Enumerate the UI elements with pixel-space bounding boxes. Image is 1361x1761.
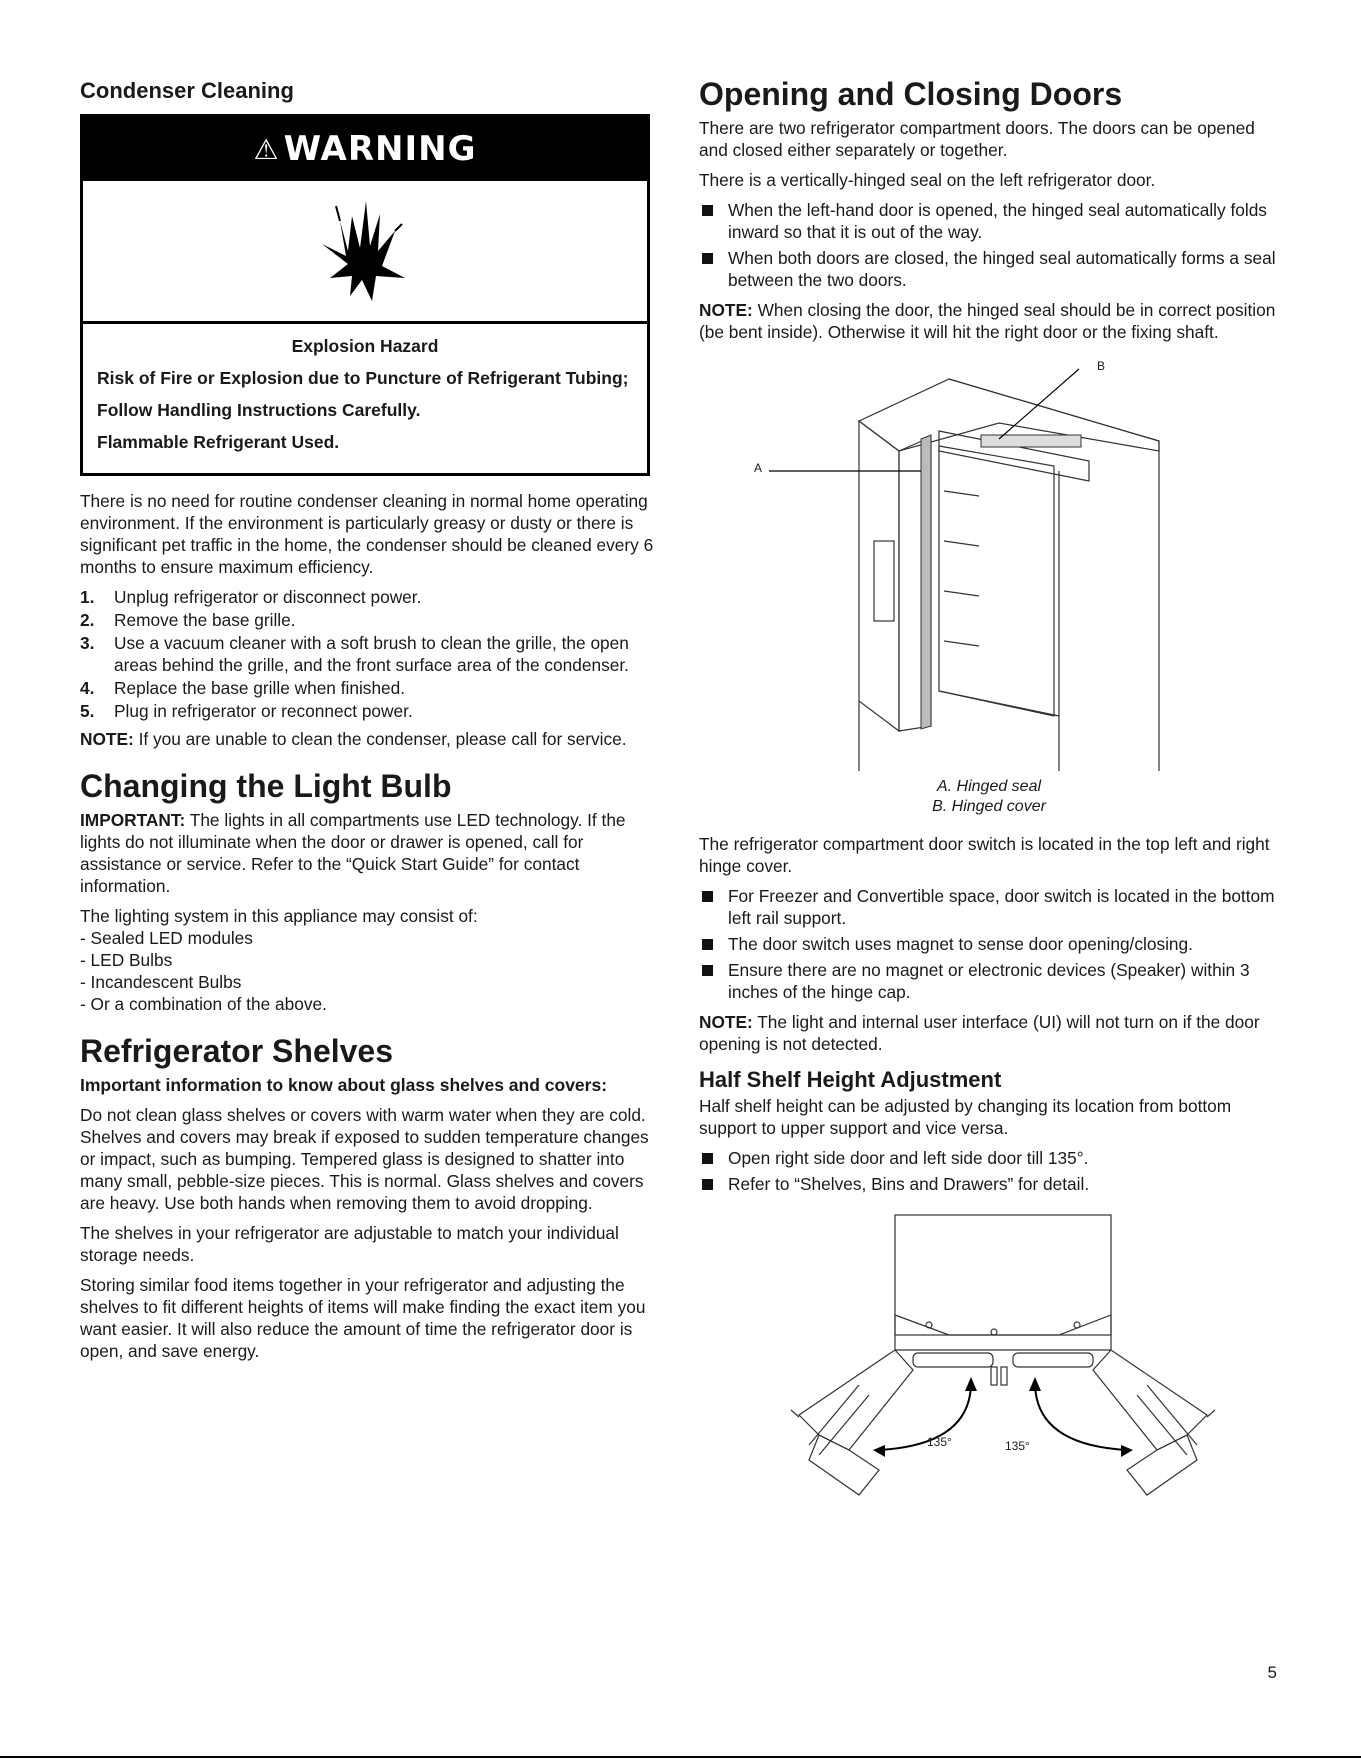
light-item: - Sealed LED modules bbox=[80, 928, 253, 948]
list-item: 1. Unplug refrigerator or disconnect power. bbox=[80, 587, 422, 607]
warning-line-3: Flammable Refrigerant Used. bbox=[97, 432, 340, 452]
light-heading: Changing the Light Bulb bbox=[80, 768, 452, 804]
doors-p1: There are two refrigerator compartment doors. The doors can be opened and closed either separately or together. bbox=[699, 118, 1255, 160]
figure-label-b: B bbox=[1097, 359, 1106, 373]
doors-p3: The refrigerator compartment door switch is located in the top left and right hinge cover. bbox=[699, 834, 1270, 876]
explosion-icon bbox=[83, 181, 647, 324]
list-item: 4. Replace the base grille when finished. bbox=[80, 678, 406, 698]
figure-label-a: A bbox=[754, 461, 763, 475]
doors-p2: There is a vertically-hinged seal on the left refrigerator door. bbox=[699, 170, 1156, 190]
hazard-title: Explosion Hazard bbox=[291, 336, 439, 356]
light-item: - Incandescent Bulbs bbox=[80, 972, 242, 992]
light-item: - Or a combination of the above. bbox=[80, 994, 327, 1014]
caption-b: B. Hinged cover bbox=[932, 798, 1046, 815]
warning-body bbox=[83, 324, 647, 473]
condenser-heading: Condenser Cleaning bbox=[80, 78, 294, 103]
door-switch-bullets bbox=[699, 885, 1279, 1003]
doors-bullets bbox=[699, 199, 1279, 291]
warning-line-2: Follow Handling Instructions Carefully. bbox=[97, 400, 421, 420]
warning-triangle-icon: ⚠ bbox=[253, 132, 280, 166]
angle-right-label: 135° bbox=[1005, 1439, 1030, 1453]
shelves-heading: Refrigerator Shelves bbox=[80, 1033, 394, 1069]
shelves-p3: Storing similar food items together in your refrigerator and adjusting the shelves to fit different heights of items will make finding the exact item you want easier. It will also reduce the amount of time the refrigerator door is open, and save energy. bbox=[80, 1275, 646, 1361]
figure-caption bbox=[699, 777, 1279, 817]
list-item: Ensure there are no magnet or electronic devices (Speaker) within 3 inches of the hinge cap. bbox=[699, 959, 1279, 1003]
warning-header-text: WARNING bbox=[283, 129, 477, 169]
half-shelf-bullets bbox=[699, 1147, 1279, 1195]
hinged-seal-figure bbox=[699, 351, 1279, 771]
half-shelf-heading: Half Shelf Height Adjustment bbox=[699, 1067, 1002, 1092]
doors-heading: Opening and Closing Doors bbox=[699, 76, 1123, 112]
door-angle-figure bbox=[699, 1205, 1279, 1505]
list-item: 5. Plug in refrigerator or reconnect power. bbox=[80, 701, 413, 721]
warning-line-1: Risk of Fire or Explosion due to Puncture of Refrigerant Tubing; bbox=[97, 368, 629, 388]
list-item: When both doors are closed, the hinged seal automatically forms a seal between the two doors. bbox=[699, 247, 1279, 291]
light-system-intro: The lighting system in this appliance may consist of: bbox=[80, 906, 478, 926]
condenser-note: NOTE: If you are unable to clean the condenser, please call for service. bbox=[80, 729, 627, 749]
doors-note: NOTE: When closing the door, the hinged seal should be in correct position (be bent inside). Otherwise it will hit the right door or the fixing shaft. bbox=[699, 300, 1276, 342]
list-item: Refer to “Shelves, Bins and Drawers” for detail. bbox=[699, 1173, 1279, 1195]
shelves-p2: The shelves in your refrigerator are adjustable to match your individual storage needs. bbox=[80, 1223, 619, 1265]
right-column bbox=[699, 78, 1279, 1505]
page-number: 5 bbox=[1267, 1663, 1277, 1682]
list-item: 2. Remove the base grille. bbox=[80, 610, 296, 630]
list-item: Open right side door and left side door till 135°. bbox=[699, 1147, 1279, 1169]
left-column bbox=[80, 78, 656, 1370]
caption-a: A. Hinged seal bbox=[936, 778, 1042, 795]
shelves-subheading: Important information to know about glass shelves and covers: bbox=[80, 1075, 608, 1095]
warning-box bbox=[80, 114, 650, 476]
list-item: When the left-hand door is opened, the hinged seal automatically folds inward so that it is out of the way. bbox=[699, 199, 1279, 243]
warning-header bbox=[83, 117, 647, 181]
angle-left-label: 135° bbox=[927, 1435, 952, 1449]
shelves-p1: Do not clean glass shelves or covers with warm water when they are cold. Shelves and covers may break if exposed to sudden temperature changes or impact, such as bumping. Tempered glass is designed to shatter into many small, pebble-size pieces. This is normal. Glass shelves and covers are heavy. Use both hands when removing them to avoid dropping. bbox=[80, 1105, 649, 1213]
light-item: - LED Bulbs bbox=[80, 950, 173, 970]
doors-note2: NOTE: The light and internal user interface (UI) will not turn on if the door opening is not detected. bbox=[699, 1012, 1260, 1054]
list-item: For Freezer and Convertible space, door switch is located in the bottom left rail support. bbox=[699, 885, 1279, 929]
bottom-rule bbox=[0, 1756, 1361, 1758]
list-item: 3. Use a vacuum cleaner with a soft brush to clean the grille, the open areas behind the grille, and the front surface area of the condenser. bbox=[80, 633, 629, 675]
light-important: IMPORTANT: The lights in all compartments use LED technology. If the lights do not illuminate when the door or drawer is opened, call for assistance or service. Refer to the “Quick Start Guide” for contact information. bbox=[80, 810, 626, 896]
condenser-intro: There is no need for routine condenser cleaning in normal home operating environment. If the environment is particularly greasy or dusty or there is significant pet traffic in the home, the condenser should be cleaned every 6 months to ensure maximum efficiency. bbox=[80, 491, 654, 577]
condenser-steps bbox=[80, 586, 656, 722]
list-item: The door switch uses magnet to sense door opening/closing. bbox=[699, 933, 1279, 955]
half-shelf-p1: Half shelf height can be adjusted by changing its location from bottom support to upper support and vice versa. bbox=[699, 1096, 1232, 1138]
